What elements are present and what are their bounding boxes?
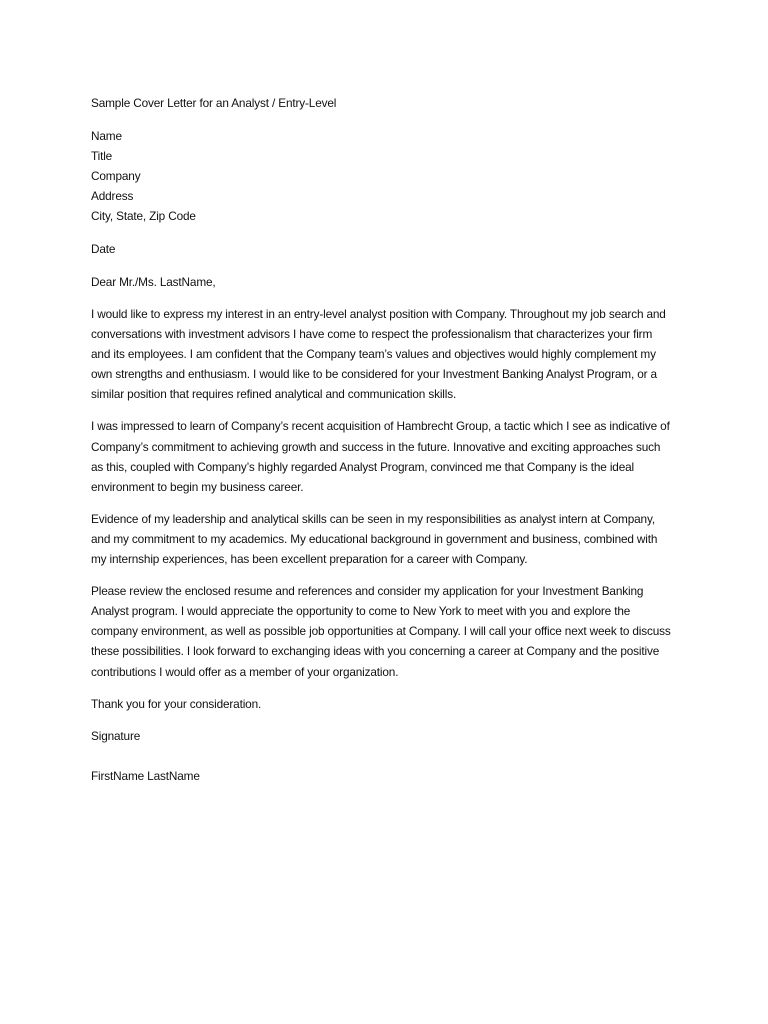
body-paragraph-3: Evidence of my leadership and analytical skills can be seen in my responsibilities as analyst intern at Company, and my commitment to my academics. My educational background in government and business, combined with my internship experiences, has been excellent preparation for a career with Company. — [91, 511, 658, 567]
sender-full-name: FirstName LastName — [91, 768, 200, 783]
signature-placeholder: Signature — [91, 728, 141, 743]
recipient-address-block — [91, 126, 671, 226]
body-paragraph-1: I would like to express my interest in an entry-level analyst position with Company. Throughout my job search and conversations with investment advisors I have come to respect the professionalism that characterizes your firm and its employees. I am confident that the Company team’s values and objectives would highly complement my own strengths and enthusiasm. I would like to be considered for your Investment Banking Analyst Program, or a similar position that requires refined analytical and communication skills. — [91, 307, 666, 402]
body-paragraph-4: Please review the enclosed resume and references and consider my application for your Investment Banking Analyst program. I would appreciate the opportunity to come to New York to meet with you and explore the company environment, as well as possible job opportunities at Company. I will call your office next week to discuss these possibilities. I look forward to exchanging ideas with you concerning a career at Company and the positive contributions I would offer as a member of your organization. — [91, 584, 671, 679]
document-title: Sample Cover Letter for an Analyst / Entry-Level — [91, 96, 337, 110]
recipient-name: Name — [91, 129, 122, 143]
letter-date: Date — [91, 242, 116, 256]
body-paragraph-2: I was impressed to learn of Company’s recent acquisition of Hambrecht Group, a tactic which I see as indicative of Company’s commitment to achieving growth and success in the future. Innovative and exciting approaches such as this, coupled with Company’s highly regarded Analyst Program, convinced me that Company is the ideal environment to begin my business career. — [91, 419, 670, 494]
cover-letter-page — [91, 93, 671, 786]
salutation: Dear Mr./Ms. LastName, — [91, 275, 216, 289]
recipient-title: Title — [91, 149, 113, 163]
recipient-city-state-zip: City, State, Zip Code — [91, 209, 196, 223]
closing-line: Thank you for your consideration. — [91, 696, 262, 711]
recipient-company: Company — [91, 169, 141, 183]
recipient-address: Address — [91, 189, 134, 203]
